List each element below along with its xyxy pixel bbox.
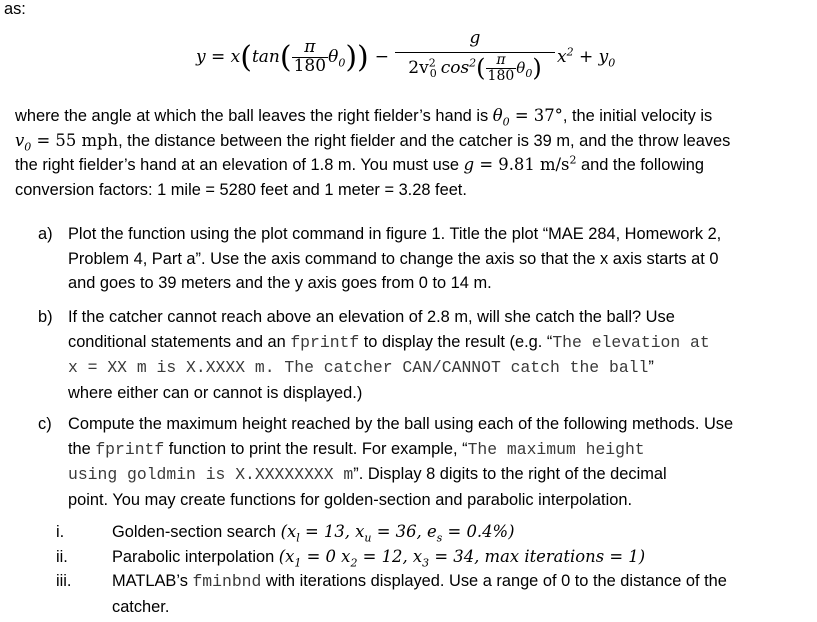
- part-a: [38, 222, 721, 296]
- para-line-4: conversion factors: 1 mile = 5280 feet and 1 meter = 3.28 feet.: [15, 180, 467, 199]
- list-item-continuation: catcher.: [112, 597, 170, 616]
- list-item: iii. MATLAB’s fminbnd with iterations displayed. Use a range of 0 to the distance of the: [56, 572, 727, 591]
- list-item: i. Golden-section search ($x_l = 13$, $x_u = 36$, $e_s = 0.4\%$): [56, 522, 515, 545]
- part-c: [38, 412, 733, 512]
- eq-180: 180: [293, 55, 327, 76]
- part-b: [38, 305, 710, 405]
- list-item: ii. Parabolic interpolation ($x_1 = 0$ $x_2 = 12$, $x_3 = 34$, max iterations = 1): [56, 546, 646, 569]
- part-b-line-1: If the catcher cannot reach above an elevation of 2.8 m, will she catch the ball? Use: [68, 308, 675, 326]
- sub-items: [56, 520, 727, 619]
- para-line-3: the right fielder’s hand at an elevation of 1.8 m. You must use g = 9.81 $m/s^2$ and the following: [15, 153, 705, 174]
- sub-item-1-math: ($x_l = 13$, $x_u = 36$, $e_s = 0.4\%$): [280, 522, 515, 545]
- part-b-line-2: conditional statements and an fprintf to display the result (e.g. “The elevation at: [68, 332, 710, 352]
- eq-gravity-fraction: [395, 30, 555, 83]
- part-a-label: a): [38, 225, 53, 243]
- paragraph: [15, 104, 730, 202]
- eq-pi: π: [292, 39, 328, 58]
- eq-paren-close: )): [345, 39, 369, 75]
- trajectory-equation: [196, 26, 615, 88]
- eq-tan: tan: [251, 47, 280, 67]
- eq-paren-open: (: [240, 39, 252, 75]
- eq-paren-open-2: (: [279, 39, 292, 75]
- part-b-label: b): [38, 308, 53, 326]
- sub-item-2-math: ($x_1 = 0$ $x_2 = 12$, $x_3 = 34$, max iterations = 1): [278, 546, 646, 569]
- eq-lhs: y = x: [196, 47, 241, 67]
- part-b-line-4: where either can or cannot is displayed.): [68, 383, 363, 402]
- eq-theta: $\theta_0$: [328, 47, 346, 70]
- eq-denominator: $2v^2_0$ $\cos^2$ ( $\frac{\pi}{180}$ $\theta_0$ ): [408, 52, 542, 84]
- para-line-2: $v_0 = 55$ mph, the distance between the right fielder and the catcher is 39 m, and the throw leaves: [15, 130, 731, 153]
- part-c-line-1: Compute the maximum height reached by the ball using each of the following methods. Use: [68, 415, 734, 433]
- eq-tail: $x^2 + y_0$: [556, 45, 616, 70]
- part-b-line-3: x = XX m is X.XXXX m. The catcher CAN/CANNOT catch the ball”: [68, 358, 654, 377]
- part-a-line-3: and goes to 39 meters and the y axis goes from 0 to 14 m.: [68, 274, 492, 292]
- part-a-line-2: Problem 4, Part a”. Use the axis command to change the axis so that the x axis starts at 0: [68, 249, 719, 268]
- para-line-1: where the angle at which the ball leaves the right fielder’s hand is $\theta_0 = 37^\circ$, the initial velocity is: [15, 106, 713, 129]
- part-c-label: c): [38, 415, 52, 433]
- header-prefix: as:: [4, 0, 26, 18]
- eq-g: g: [395, 30, 555, 53]
- part-c-line-3: using goldmin is X.XXXXXXXX m”. Display 8 digits to the right of the decimal: [68, 465, 667, 484]
- part-c-line-2: the fprintf function to print the result. For example, “The maximum height: [68, 439, 645, 459]
- eq-pi-over-180: [292, 36, 328, 76]
- part-c-line-4: point. You may create functions for golden-section and parabolic interpolation.: [68, 490, 633, 509]
- eq-minus: −: [374, 47, 389, 67]
- part-a-line-1: Plot the function using the plot command in figure 1. Title the plot “MAE 284, Homework 2,: [68, 225, 722, 243]
